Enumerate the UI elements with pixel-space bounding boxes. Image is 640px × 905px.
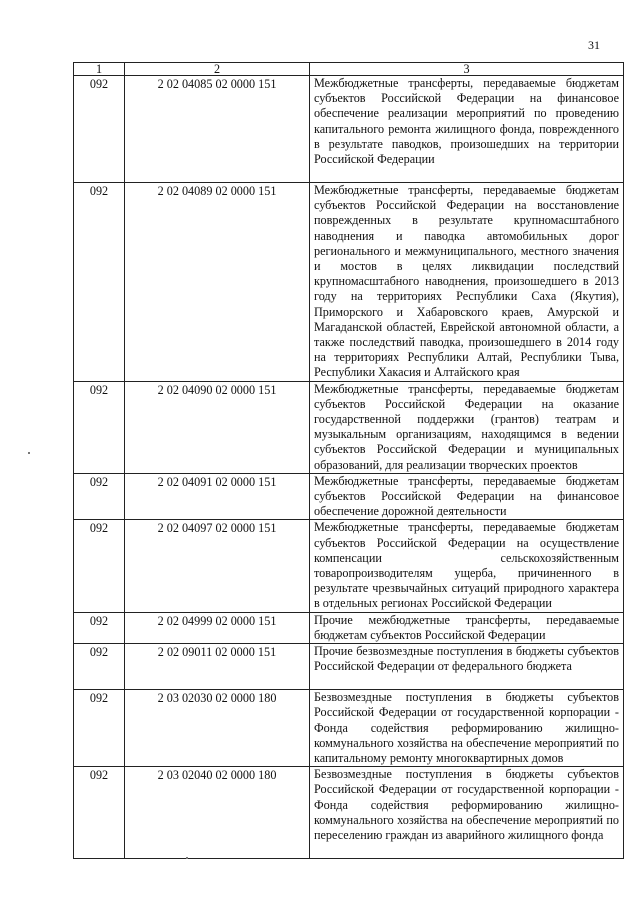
budget-classification-code-cell: 2 02 04090 02 0000 151 (125, 381, 310, 473)
revenue-description-cell: Безвозмездные поступления в бюджеты субъектов Российской Федерации от государственной корпорации - Фонда содействия реформированию жилищно-коммунального хозяйства на обеспечение мероприятий по переселению граждан из аварийного жилищного фонда (310, 767, 624, 859)
revenue-description-cell: Безвозмездные поступления в бюджеты субъектов Российской Федерации от государственной корпорации - Фонда содействия реформированию жилищно-коммунального хозяйства на обеспечение мероприятий по капитальному ремонту многоквартирных домов (310, 690, 624, 767)
admin-code-cell: 092 (74, 612, 125, 643)
table-row (74, 183, 624, 382)
column-header-1: 1 (74, 63, 125, 76)
table-row (74, 76, 624, 183)
table-header-row (74, 63, 624, 76)
column-header-3: 3 (310, 63, 624, 76)
scan-speck (28, 452, 30, 454)
table-row (74, 767, 624, 859)
budget-classification-code-cell: 2 03 02030 02 0000 180 (125, 690, 310, 767)
table-row (74, 612, 624, 643)
admin-code-cell: 092 (74, 381, 125, 473)
admin-code-cell: 092 (74, 767, 125, 859)
table-row (74, 473, 624, 520)
budget-classification-code-cell: 2 02 04999 02 0000 151 (125, 612, 310, 643)
budget-classification-code-cell: 2 03 02040 02 0000 180 (125, 767, 310, 859)
revenue-description-cell: Прочие безвозмездные поступления в бюджеты субъектов Российской Федерации от федерального бюджета (310, 644, 624, 690)
budget-classification-code-cell: 2 02 04097 02 0000 151 (125, 520, 310, 612)
budget-classification-code-cell: 2 02 09011 02 0000 151 (125, 644, 310, 690)
column-header-2: 2 (125, 63, 310, 76)
revenue-description-cell: Межбюджетные трансферты, передаваемые бюджетам субъектов Российской Федерации на восстановление поврежденных в результате крупномасштабного наводнения и паводка автомобильных дорог регионального и межмуниципального, местного значения и мостов в целях ликвидации последствий крупномасштабного наводнения, произошедшего в 2013 году на территориях Республики Саха (Якутия), Приморского и Хабаровского краев, Амурской и Магаданской областей, Еврейской автономной области, а также последствий паводка, произошедшего в 2014 году на территориях Республики Алтай, Республики Тыва, Республики Хакасия и Алтайского края (310, 183, 624, 382)
revenue-description-cell: Прочие межбюджетные трансферты, передаваемые бюджетам субъектов Российской Федерации (310, 612, 624, 643)
budget-classification-code-cell: 2 02 04085 02 0000 151 (125, 76, 310, 183)
revenue-description-cell: Межбюджетные трансферты, передаваемые бюджетам субъектов Российской Федерации на финансовое обеспечение дорожной деятельности (310, 473, 624, 520)
revenue-description-cell: Межбюджетные трансферты, передаваемые бюджетам субъектов Российской Федерации на финансовое обеспечение реализации мероприятий по проведению капитального ремонта жилищного фонда, поврежденного в результате паводков, произошедших на территории Российской Федерации (310, 76, 624, 183)
admin-code-cell: 092 (74, 520, 125, 612)
table-row (74, 381, 624, 473)
admin-code-cell: 092 (74, 690, 125, 767)
revenue-description-cell: Межбюджетные трансферты, передаваемые бюджетам субъектов Российской Федерации на оказание государственной поддержки (грантов) театрам и музыкальным организациям, находящимся в ведении субъектов Российской Федерации и муниципальных образований, для реализации творческих проектов (310, 381, 624, 473)
budget-codes-table (73, 62, 624, 859)
revenue-description-cell: Межбюджетные трансферты, передаваемые бюджетам субъектов Российской Федерации на осуществление компенсации сельскохозяйственным товаропроизводителям ущерба, причиненного в результате чрезвычайных ситуаций природного характера в отдельных регионах Российской Федерации (310, 520, 624, 612)
table-row (74, 690, 624, 767)
scan-speck (186, 857, 188, 859)
table-row (74, 644, 624, 690)
admin-code-cell: 092 (74, 183, 125, 382)
admin-code-cell: 092 (74, 473, 125, 520)
admin-code-cell: 092 (74, 644, 125, 690)
table-row (74, 520, 624, 612)
page-number: 31 (588, 38, 600, 52)
budget-classification-code-cell: 2 02 04089 02 0000 151 (125, 183, 310, 382)
budget-classification-code-cell: 2 02 04091 02 0000 151 (125, 473, 310, 520)
admin-code-cell: 092 (74, 76, 125, 183)
